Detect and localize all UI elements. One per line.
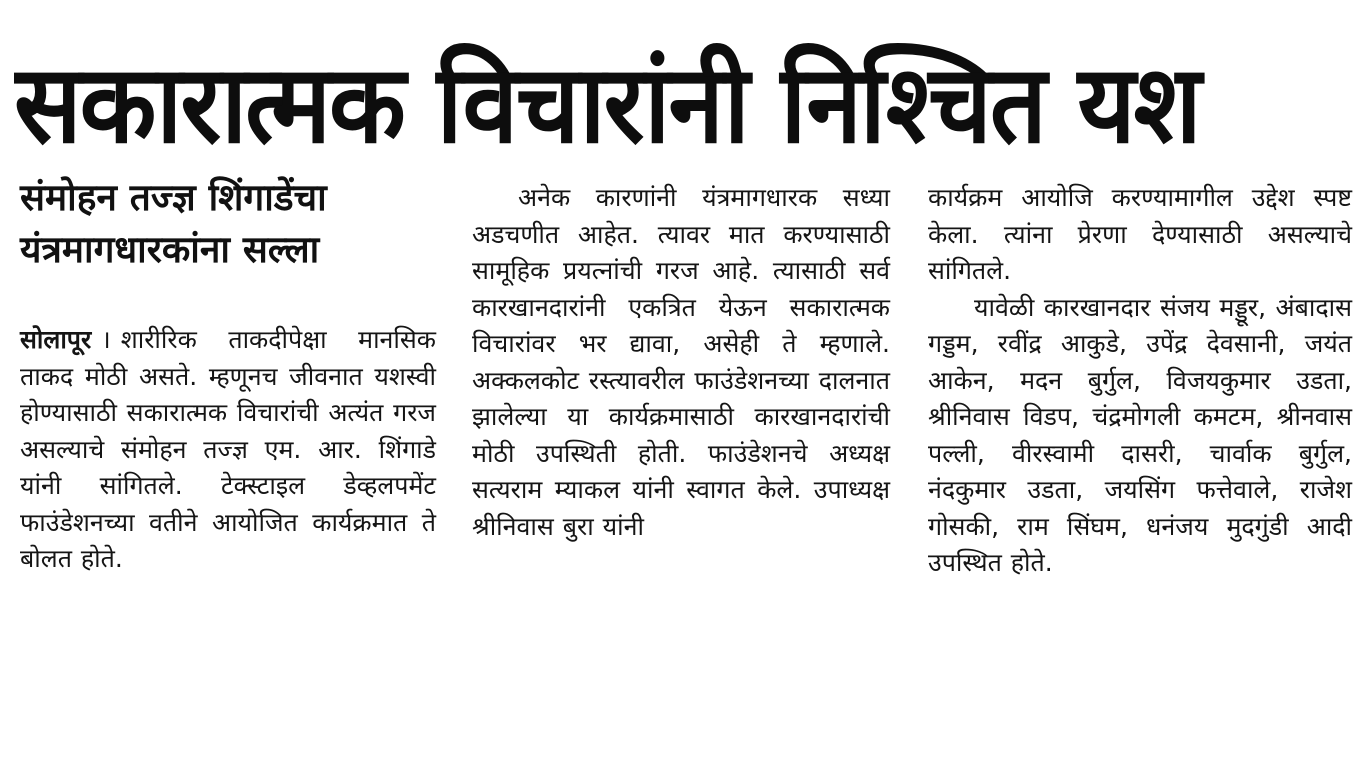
column-1-paragraph [20, 322, 436, 578]
column-3-paragraph-2: यावेळी कारखानदार संजय मड्डूर, अंबादास गड्डम, रवींद्र आकुडे, उपेंद्र देवसानी, जयंत आकेन, मदन बुर्गुल, विजयकुमार उडता, श्रीनिवास विडप, चंद्रमोगली कमटम, श्रीनवास पल्ली, वीरस्वामी दासरी, चार्वाक बुर्गुल, नंदकुमार उडता, जयसिंग फत्तेवाले, राजेश गोसकी, राम सिंघम, धनंजय मुदगुंडी आदी उपस्थित होते. [928, 292, 1352, 577]
article-column-1 [20, 322, 436, 578]
column-3-paragraph-1: कार्यक्रम आयोजि करण्यामागील उद्देश स्पष्ट केला. त्यांना प्रेरणा देण्यासाठी असल्याचे सांगितले. [928, 183, 1352, 285]
dateline: सोलापूर [20, 325, 92, 354]
subheadline-line-2: यंत्रमागधारकांना सल्ला [20, 228, 320, 271]
subheadline-line-1: संमोहन तज्ज्ञ शिंगाडेंचा [20, 176, 327, 219]
article-column-2 [472, 180, 890, 545]
headline: सकारात्मक विचारांनी निश्चित यश [14, 41, 1200, 168]
column-1-text: शारीरिक ताकदीपेक्षा मानसिक ताकद मोठी असते. म्हणूनच जीवनात यशस्वी होण्यासाठी सकारात्मक विचारांची अत्यंत गरज असल्याचे संमोहन तज्ज्ञ एम. आर. शिंगाडे यांनी सांगितले. टेक्स्टाइल डेव्हलपमेंट फाउंडेशनच्या वतीने आयोजित कार्यक्रमात ते बोलत होते. [20, 325, 436, 573]
dateline-separator: । [101, 325, 111, 354]
column-2-paragraph: अनेक कारणांनी यंत्रमागधारक सध्या अडचणीत आहेत. त्यावर मात करण्यासाठी सामूहिक प्रयत्नांची गरज आहे. त्यासाठी सर्व कारखानदारांनी एकत्रित येऊन सकारात्मक विचारांवर भर द्यावा, असेही ते म्हणाले. अक्कलकोट रस्त्यावरील फाउंडेशनच्या दालनात झालेल्या या कार्यक्रमासाठी कारखानदारांची मोठी उपस्थिती होती. फाउंडेशनचे अध्यक्ष सत्यराम म्याकल यांनी स्वागत केले. उपाध्यक्ष श्रीनिवास बुरा यांनी [472, 183, 890, 541]
subheadline [20, 172, 440, 276]
article-column-3 [928, 180, 1352, 582]
